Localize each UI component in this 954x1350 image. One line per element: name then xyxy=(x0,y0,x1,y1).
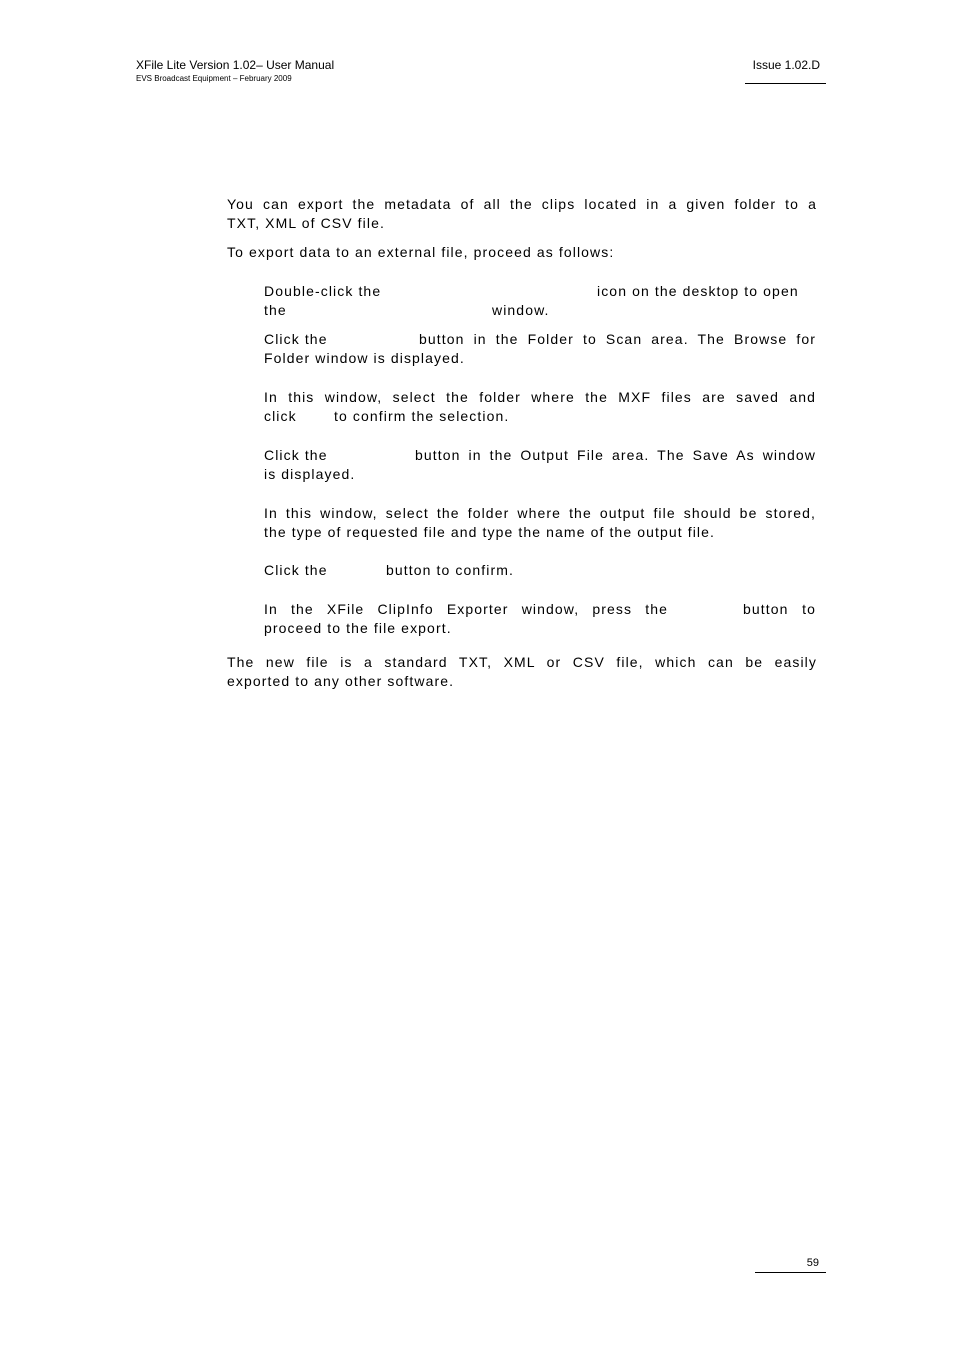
page-number: 59 xyxy=(806,1257,819,1269)
step-3 xyxy=(264,388,816,426)
intro-line-2: TXT, XML of CSV file. xyxy=(227,215,385,231)
step-4-text-c: is displayed. xyxy=(264,466,356,482)
step-6-text-a: Click the xyxy=(264,562,328,578)
step-3-text-c: to confirm the selection. xyxy=(334,408,510,424)
step-7 xyxy=(264,600,816,638)
step-1-text-b: icon on the desktop to open xyxy=(597,283,799,299)
step-7-text-a: In the XFile ClipInfo Exporter window, press the xyxy=(264,601,668,617)
step-1-text-a: Double-click the xyxy=(264,283,382,299)
closing-line-1: The new file is a standard TXT, XML or CSV file, which can be easily xyxy=(227,654,817,670)
step-1-text-d: window. xyxy=(492,302,550,318)
header-subtitle: EVS Broadcast Equipment – February 2009 xyxy=(136,74,292,83)
header-title: XFile Lite Version 1.02– User Manual xyxy=(136,58,335,72)
step-3-text-b: click xyxy=(264,408,297,424)
proceed-line: To export data to an external file, proceed as follows: xyxy=(227,244,615,260)
intro-line-1: You can export the metadata of all the clips located in a given folder to a xyxy=(227,196,817,212)
step-1-text-c: the xyxy=(264,302,287,318)
closing-line-2: exported to any other software. xyxy=(227,673,455,689)
step-5-text-a: In this window, select the folder where the output file should be stored, xyxy=(264,505,816,521)
step-2-text-c: Folder window is displayed. xyxy=(264,350,465,366)
step-5 xyxy=(264,504,816,542)
step-2-text-b: button in the Folder to Scan area. The Browse for xyxy=(419,331,816,347)
proceed-paragraph xyxy=(227,243,817,262)
intro-paragraph xyxy=(227,195,817,233)
step-7-text-c: proceed to the file export. xyxy=(264,620,452,636)
step-7-text-b: button to xyxy=(743,601,816,617)
step-6-text-b: button to confirm. xyxy=(386,562,514,578)
step-6 xyxy=(264,561,816,580)
step-2-text-a: Click the xyxy=(264,331,328,347)
step-4-text-b: button in the Output File area. The Save As window xyxy=(415,447,816,463)
step-4-text-a: Click the xyxy=(264,447,328,463)
closing-paragraph xyxy=(227,653,817,691)
step-2 xyxy=(264,330,816,368)
footer-rule xyxy=(755,1272,826,1273)
step-4 xyxy=(264,446,816,484)
step-5-text-b: the type of requested file and type the name of the output file. xyxy=(264,524,715,540)
step-3-text-a: In this window, select the folder where the MXF files are saved and xyxy=(264,389,816,405)
header-issue: Issue 1.02.D xyxy=(752,58,820,72)
step-1 xyxy=(264,282,816,320)
header-rule xyxy=(745,83,826,84)
